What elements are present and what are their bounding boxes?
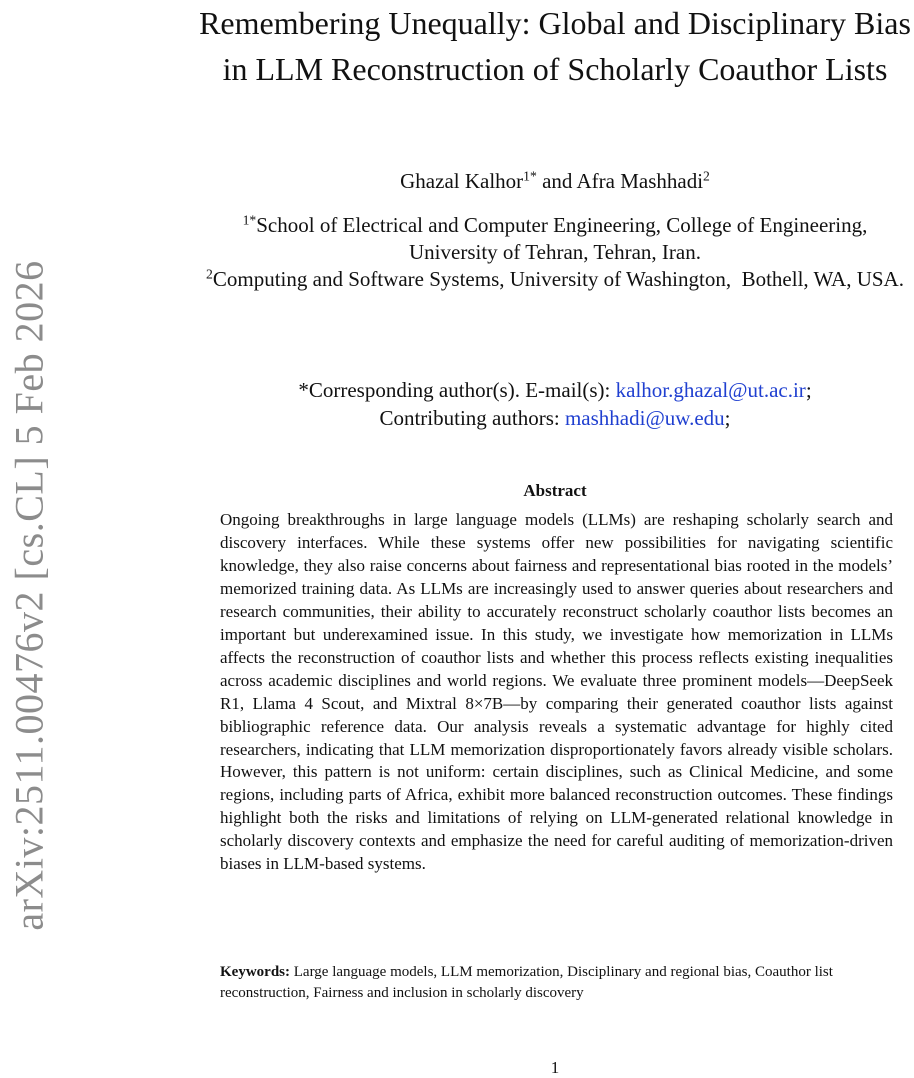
keywords-label: Keywords: — [220, 964, 290, 980]
affiliation-2-mark: 2 — [206, 266, 213, 282]
contributing-prefix: Contributing authors: — [379, 406, 565, 430]
arxiv-identifier-sidebar — [4, 240, 54, 950]
affiliation-1 — [196, 212, 914, 266]
abstract-text: Ongoing breakthroughs in large language models (LLMs) are reshaping scholarly search and discovery interfaces. While these systems offer new possibilities for navigating scientific knowledge, they also raise concerns about fairness and representational bias rooted in the models’ memorized training data. As LLMs are increasingly used to answer queries about researchers and research communities, their ability to accurately reconstruct scholarly coauthor lists becomes an important but underexamined issue. In this study, we investigate how memorization in LLMs affects the reconstruction of coauthor lists and whether this process reflects existing inequalities across academic disciplines and world regions. We evaluate three prominent models—DeepSeek R1, Llama 4 Scout, and Mixtral 8×7B—by comparing their generated coauthor lists against bibliographic reference data. Our analysis reveals a systematic advantage for highly cited researchers, indicating that LLM memorization disproportionately favors already visible scholars. However, this pattern is not uniform: certain disciplines, such as Clinical Medicine, and some regions, including parts of Africa, exhibit more balanced reconstruction outcomes. These findings highlight both the risks and limitations of relying on LLM-generated relational knowledge in scholarly discovery contexts and emphasize the need for careful auditing of memorization-driven biases in LLM-based systems. — [220, 510, 893, 874]
affiliations — [196, 212, 914, 293]
affiliation-2 — [196, 266, 914, 293]
affiliation-1-mark: 1* — [242, 212, 257, 228]
author-name-1: Ghazal Kalhor — [400, 169, 524, 193]
contact-info — [196, 376, 914, 432]
corresponding-suffix: ; — [805, 378, 812, 402]
affiliation-2-text: Computing and Software Systems, University of Washington, Bothell, WA, USA. — [212, 267, 904, 291]
affiliation-1-text: School of Electrical and Computer Engineering, College of Engineering, University of Tehran, Tehran, Iran. — [256, 213, 868, 264]
abstract-heading: Abstract — [523, 481, 587, 500]
page-number: 1 — [550, 1058, 560, 1077]
author-connector: and — [536, 169, 577, 193]
author-list — [196, 166, 914, 196]
corresponding-prefix: *Corresponding author(s). E-mail(s): — [298, 378, 616, 402]
keywords-text: Large language models, LLM memorization, Disciplinary and regional bias, Coauthor list reconstruction, Fairness and inclusion in scholarly discovery — [220, 964, 837, 1001]
contributing-suffix: ; — [724, 406, 731, 430]
corresponding-email-link[interactable]: kalhor.ghazal@ut.ac.ir — [615, 378, 806, 402]
paper-title: Remembering Unequally: Global and Disciplinary Bias in LLM Reconstruction of Scholarly Coauthor Lists — [199, 5, 911, 87]
contributing-authors-line — [196, 404, 914, 432]
contributing-email-link[interactable]: mashhadi@uw.edu — [564, 406, 725, 430]
arxiv-identifier: arXiv:2511.00476v2 [cs.CL] 5 Feb 2026 — [6, 259, 52, 931]
corresponding-author-line — [196, 376, 914, 404]
author-name-2: Afra Mashhadi — [576, 169, 704, 193]
author-1-mark: 1* — [523, 168, 537, 184]
keywords — [220, 962, 893, 1004]
author-2-mark: 2 — [703, 168, 710, 184]
